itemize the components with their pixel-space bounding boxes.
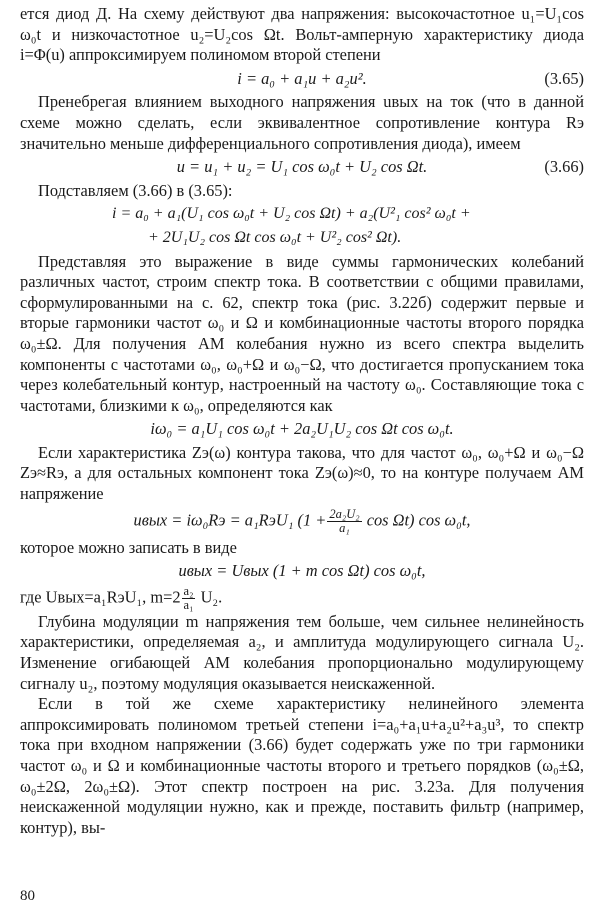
paragraph-7	[20, 585, 584, 612]
equation-am-voltage: uвых = Uвых (1 + m cos Ωt) cos ω₀t,	[178, 561, 426, 581]
equation-3-66	[20, 157, 584, 178]
equation-output-voltage	[20, 508, 584, 535]
paragraph-6: которое можно записать в виде	[20, 537, 237, 557]
equation-output-voltage-end: cos Ωt) cos ω₀t,	[366, 509, 471, 529]
equation-3-65	[20, 69, 584, 90]
equation-current-w0: iω₀ = a₁U₁ cos ω₀t + 2a₂U₁U₂ cos Ωt cos ω₀t.	[150, 419, 454, 439]
equation-3-65-number: (3.65)	[544, 68, 584, 88]
equation-output-voltage-start: uвых = iω₀Rэ = a₁RэU₁ (1 +	[133, 509, 327, 529]
paragraph-3: Подставляем (3.66) в (3.65):	[38, 180, 233, 200]
paragraph-8: Глубина модуляции m напряжения тем больше, чем сильнее нелинейность характеристики, определяемая a₂, и амплитуда модулирующего сигнала U₂. Изменение огибающей АМ колебания пропорционально модулирующему сигналу u₂, поэтому модуляция оказывается неискаженной.	[20, 611, 584, 693]
paragraph-2: Пренебрегая влиянием выходного напряжения uвых на ток (что в данной схеме можно сделать, если эквивалентное сопротивление контура Rэ значительно меньше дифференциального сопротивления диода), имеем	[20, 92, 584, 153]
paragraph-7-start: где Uвых=a₁RэU₁, m=2	[20, 587, 181, 607]
paragraph-9: Если в той же схеме характеристику нелинейного элемента аппроксимировать полиномом третьей степени i=a₀+a₁u+a₂u²+a₃u³, то спектр тока при входном напряжении (3.66) будет содержать уже по три гармоники частот ω₀ и Ω и комбинационные частоты второго и третьего порядков (ω₀±Ω, ω₀±2Ω, 2ω₀±Ω). Этот спектр построен на рис. 3.23а. Для получения неискаженной модуляции нужно, как и прежде, поставить фильтр (например, контур), вы-	[20, 694, 584, 837]
fraction-denominator: a₁	[339, 520, 350, 535]
fraction-numerator: a₂	[183, 583, 194, 598]
equation-3-65-body: i = a₀ + a₁u + a₂u².	[237, 68, 367, 88]
paragraph-5: Если характеристика Zэ(ω) контура такова, что для частот ω₀, ω₀+Ω и ω₀−Ω Zэ≈Rэ, а для остальных компонент тока Zэ(ω)≈0, то на контуре получаем АМ напряжение	[20, 442, 584, 504]
fraction-a2-over-a1	[182, 585, 196, 612]
equation-substitution-line-1: i = a₀ + a₁(U₁ cos ω₀t + U₂ cos Ωt) + a₂(U²₁ cos² ω₀t +	[112, 205, 471, 223]
equation-3-66-body: u = u₁ + u₂ = U₁ cos ω₀t + U₂ cos Ωt.	[176, 157, 428, 177]
fraction-2a2u2-over-a1	[327, 508, 361, 535]
fraction-denominator: a₁	[183, 597, 194, 612]
paragraph-1: ется диод Д. На схему действуют два напряжения: высокочастотное u₁=U₁cos ω₀t и низкочастотное u₂=U₂cos Ωt. Вольт-амперную характеристику диода i=Φ(u) аппроксимируем полиномом второй степени	[20, 4, 584, 65]
equation-substitution-line-2: + 2U₁U₂ cos Ωt cos ω₀t + U²₂ cos² Ωt).	[148, 228, 402, 246]
paragraph-7-end: U₂.	[200, 587, 223, 607]
fraction-numerator: 2a₂U₂	[329, 506, 360, 521]
paragraph-4: Представляя это выражение в виде суммы гармонических колебаний различных частот, строим спектр тока. В соответствии с общими правилами, сформулированными на с. 62, спектр тока (рис. 3.22б) содержит первые и вторые гармоники частот ω₀ и Ω и комбинационные частоты второго порядка ω₀±Ω. Для получения АМ колебания нужно из всего спектра выделить компоненты с частотами ω₀, ω₀+Ω и ω₀−Ω, что достигается пропусканием тока через колебательный контур, настроенный на частоту ω₀. Составляющие тока с частотами, близкими к ω₀, определяются как	[20, 251, 584, 415]
page-number: 80	[20, 888, 35, 904]
equation-3-66-number: (3.66)	[544, 157, 584, 177]
